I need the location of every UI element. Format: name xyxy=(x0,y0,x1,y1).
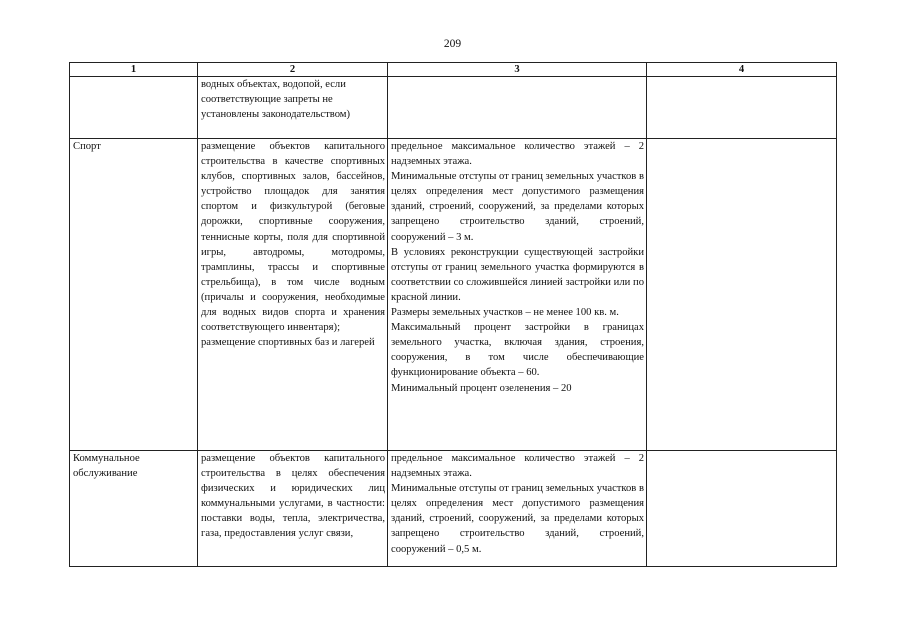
parameter-paragraph: предельное максимальное количество этажей – 2 надземных этажа. xyxy=(391,453,644,480)
column-header: 3 xyxy=(388,63,647,77)
cell-use-description xyxy=(198,139,388,451)
description-paragraph: водных объектах, водопой, если соответствующие запреты не установлены законодательством) xyxy=(201,79,351,121)
description-paragraph: размещение спортивных баз и лагерей xyxy=(201,337,375,349)
cell-parameters xyxy=(388,139,647,451)
table-header-row xyxy=(70,63,837,77)
column-header: 2 xyxy=(198,63,388,77)
column-header: 1 xyxy=(70,63,198,77)
regulations-table xyxy=(69,62,837,567)
parameter-paragraph: Минимальный процент озеленения – 20 xyxy=(391,382,572,394)
parameter-paragraph: Размеры земельных участков – не менее 100 кв. м. xyxy=(391,307,619,319)
column-header: 4 xyxy=(647,63,837,77)
parameter-paragraph: предельное максимальное количество этажей – 2 надземных этажа. xyxy=(391,141,644,168)
cell-use-name xyxy=(70,77,198,139)
parameter-paragraph: Минимальные отступы от границ земельных участков в целях определения мест допустимого размещения зданий, строений, сооружений, за пределами которых запрещено строительство зданий, строений, сооружений – 0,5 м. xyxy=(391,483,644,555)
parameter-paragraph: Максимальный процент застройки в границах земельного участка, включая здания, строения, сооружения, в том числе обеспечивающие функционирование объекта – 60. xyxy=(391,322,644,379)
cell-use-name: Коммунальное обслуживание xyxy=(70,451,198,567)
parameter-paragraph: Минимальные отступы от границ земельных участков в целях определения мест допустимого размещения зданий, строений, сооружений, за пределами которых запрещено строительство зданий, строений, сооружений – 3 м. xyxy=(391,171,644,243)
description-paragraph: размещение объектов капитального строительства в целях обеспечения физических и юридических лиц коммунальными услугами, в частности: поставки воды, тепла, электричества, газа, предоставления услуг связи, xyxy=(201,453,385,540)
parameter-paragraph: В условиях реконструкции существующей застройки отступы от границ земельного участка формируются в соответствии со сложившейся линией застройки или по красной линии. xyxy=(391,246,644,303)
cell-notes xyxy=(647,139,837,451)
cell-parameters xyxy=(388,77,647,139)
cell-use-description xyxy=(198,77,388,139)
cell-notes xyxy=(647,451,837,567)
table-row-sport xyxy=(70,139,837,451)
cell-notes xyxy=(647,77,837,139)
cell-use-description xyxy=(198,451,388,567)
cell-use-name: Спорт xyxy=(70,139,198,451)
description-paragraph: размещение объектов капитального строительства в качестве спортивных клубов, спортивных залов, бассейнов, устройство площадок для занятия спортом и физкультурой (беговые дорожки, спортивные сооружения, теннисные корты, поля для спортивной игры, автодромы, мотодромы, трамплины, трассы и спортивные стрельбища), в том числе водным (причалы и сооружения, необходимые для водных видов спорта и хранения соответствующего инвентаря); xyxy=(201,141,385,334)
cell-parameters xyxy=(388,451,647,567)
page-number: 209 xyxy=(443,38,462,50)
table-row-kommunal xyxy=(70,451,837,567)
table-row-continuation xyxy=(70,77,837,139)
